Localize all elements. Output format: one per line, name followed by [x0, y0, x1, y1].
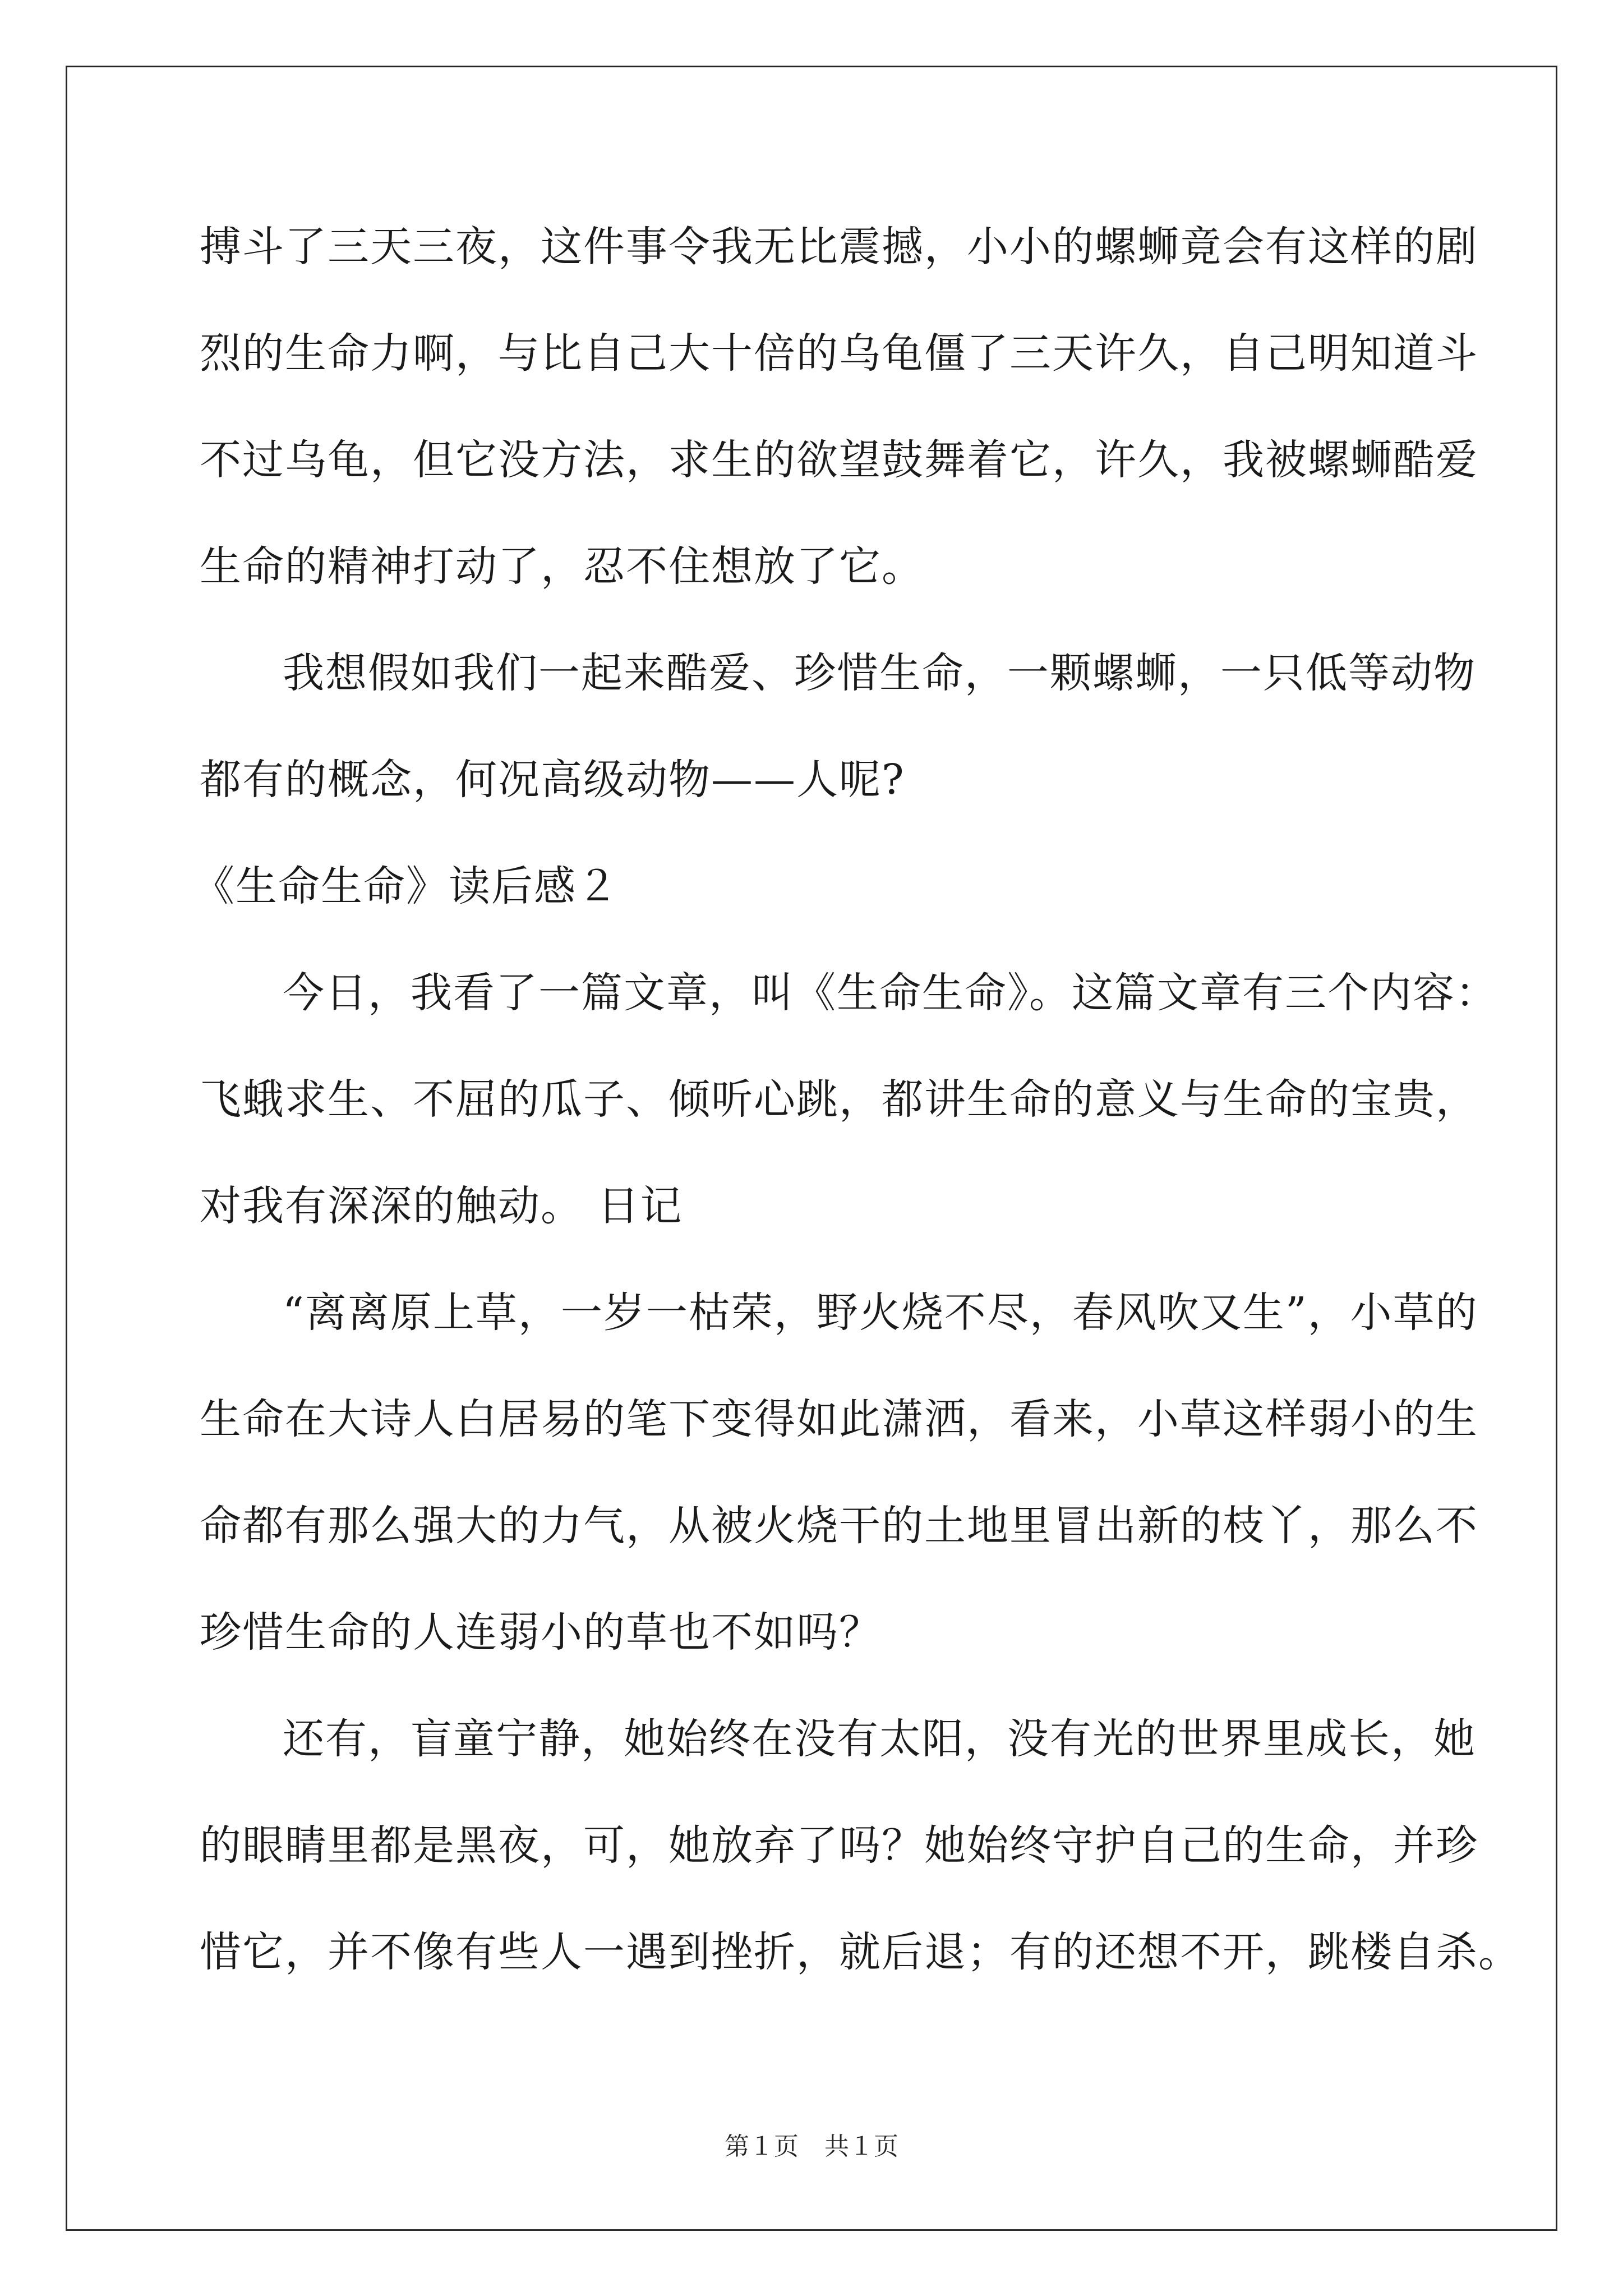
- page-footer: [0, 2126, 1623, 2162]
- section-title: 《生命生命》读后感２: [193, 862, 619, 910]
- text-line: 烈的生命力啊，与比自己大十倍的乌龟僵了三天许久，自己明知道斗: [200, 329, 1478, 378]
- document-body: [193, 216, 1521, 2028]
- text-line: 生命的精神打动了，忍不住想放了它。: [200, 542, 924, 591]
- text-line: 惜它，并不像有些人一遇到挫折，就后退；有的还想不开，跳楼自杀。: [200, 1928, 1521, 1976]
- paragraph-start-line: 还有，盲童宁静，她始终在没有太阳，没有光的世界里成长，她: [283, 1715, 1476, 1763]
- text-line: 的眼睛里都是黑夜，可，她放弃了吗？她始终守护自己的生命，并珍: [200, 1821, 1478, 1870]
- text-line: 命都有那么强大的力气，从被火烧干的土地里冒出新的枝丫，那么不: [200, 1502, 1478, 1550]
- page-total: 共１页: [824, 2132, 898, 2161]
- paragraph-start-line: 我想假如我们一起来酷爱、珍惜生命，一颗螺蛳，一只低等动物: [283, 649, 1476, 697]
- paragraph-start-line: 今日，我看了一篇文章，叫《生命生命》。这篇文章有三个内容：: [283, 969, 1498, 1017]
- text-line: 搏斗了三天三夜，这件事令我无比震撼，小小的螺蛳竟会有这样的剧: [200, 223, 1478, 271]
- text-line: 生命在大诗人白居易的笔下变得如此潇洒，看来，小草这样弱小的生: [200, 1395, 1478, 1443]
- text-line: 都有的概念，何况高级动物——人呢?: [200, 756, 905, 804]
- text-line: 珍惜生命的人连弱小的草也不如吗？: [200, 1608, 882, 1657]
- page-number: 第１页: [725, 2132, 799, 2161]
- text-line: 飞蛾求生、不屈的瓜子、倾听心跳，都讲生命的意义与生命的宝贵，: [200, 1075, 1478, 1124]
- text-line: 不过乌龟，但它没方法，求生的欲望鼓舞着它，许久，我被螺蛳酷爱: [200, 436, 1478, 484]
- text-line: 对我有深深的触动。 日记: [200, 1182, 683, 1230]
- paragraph-start-line: “离离原上草，一岁一枯荣，野火烧不尽，春风吹又生”，小草的: [283, 1289, 1478, 1337]
